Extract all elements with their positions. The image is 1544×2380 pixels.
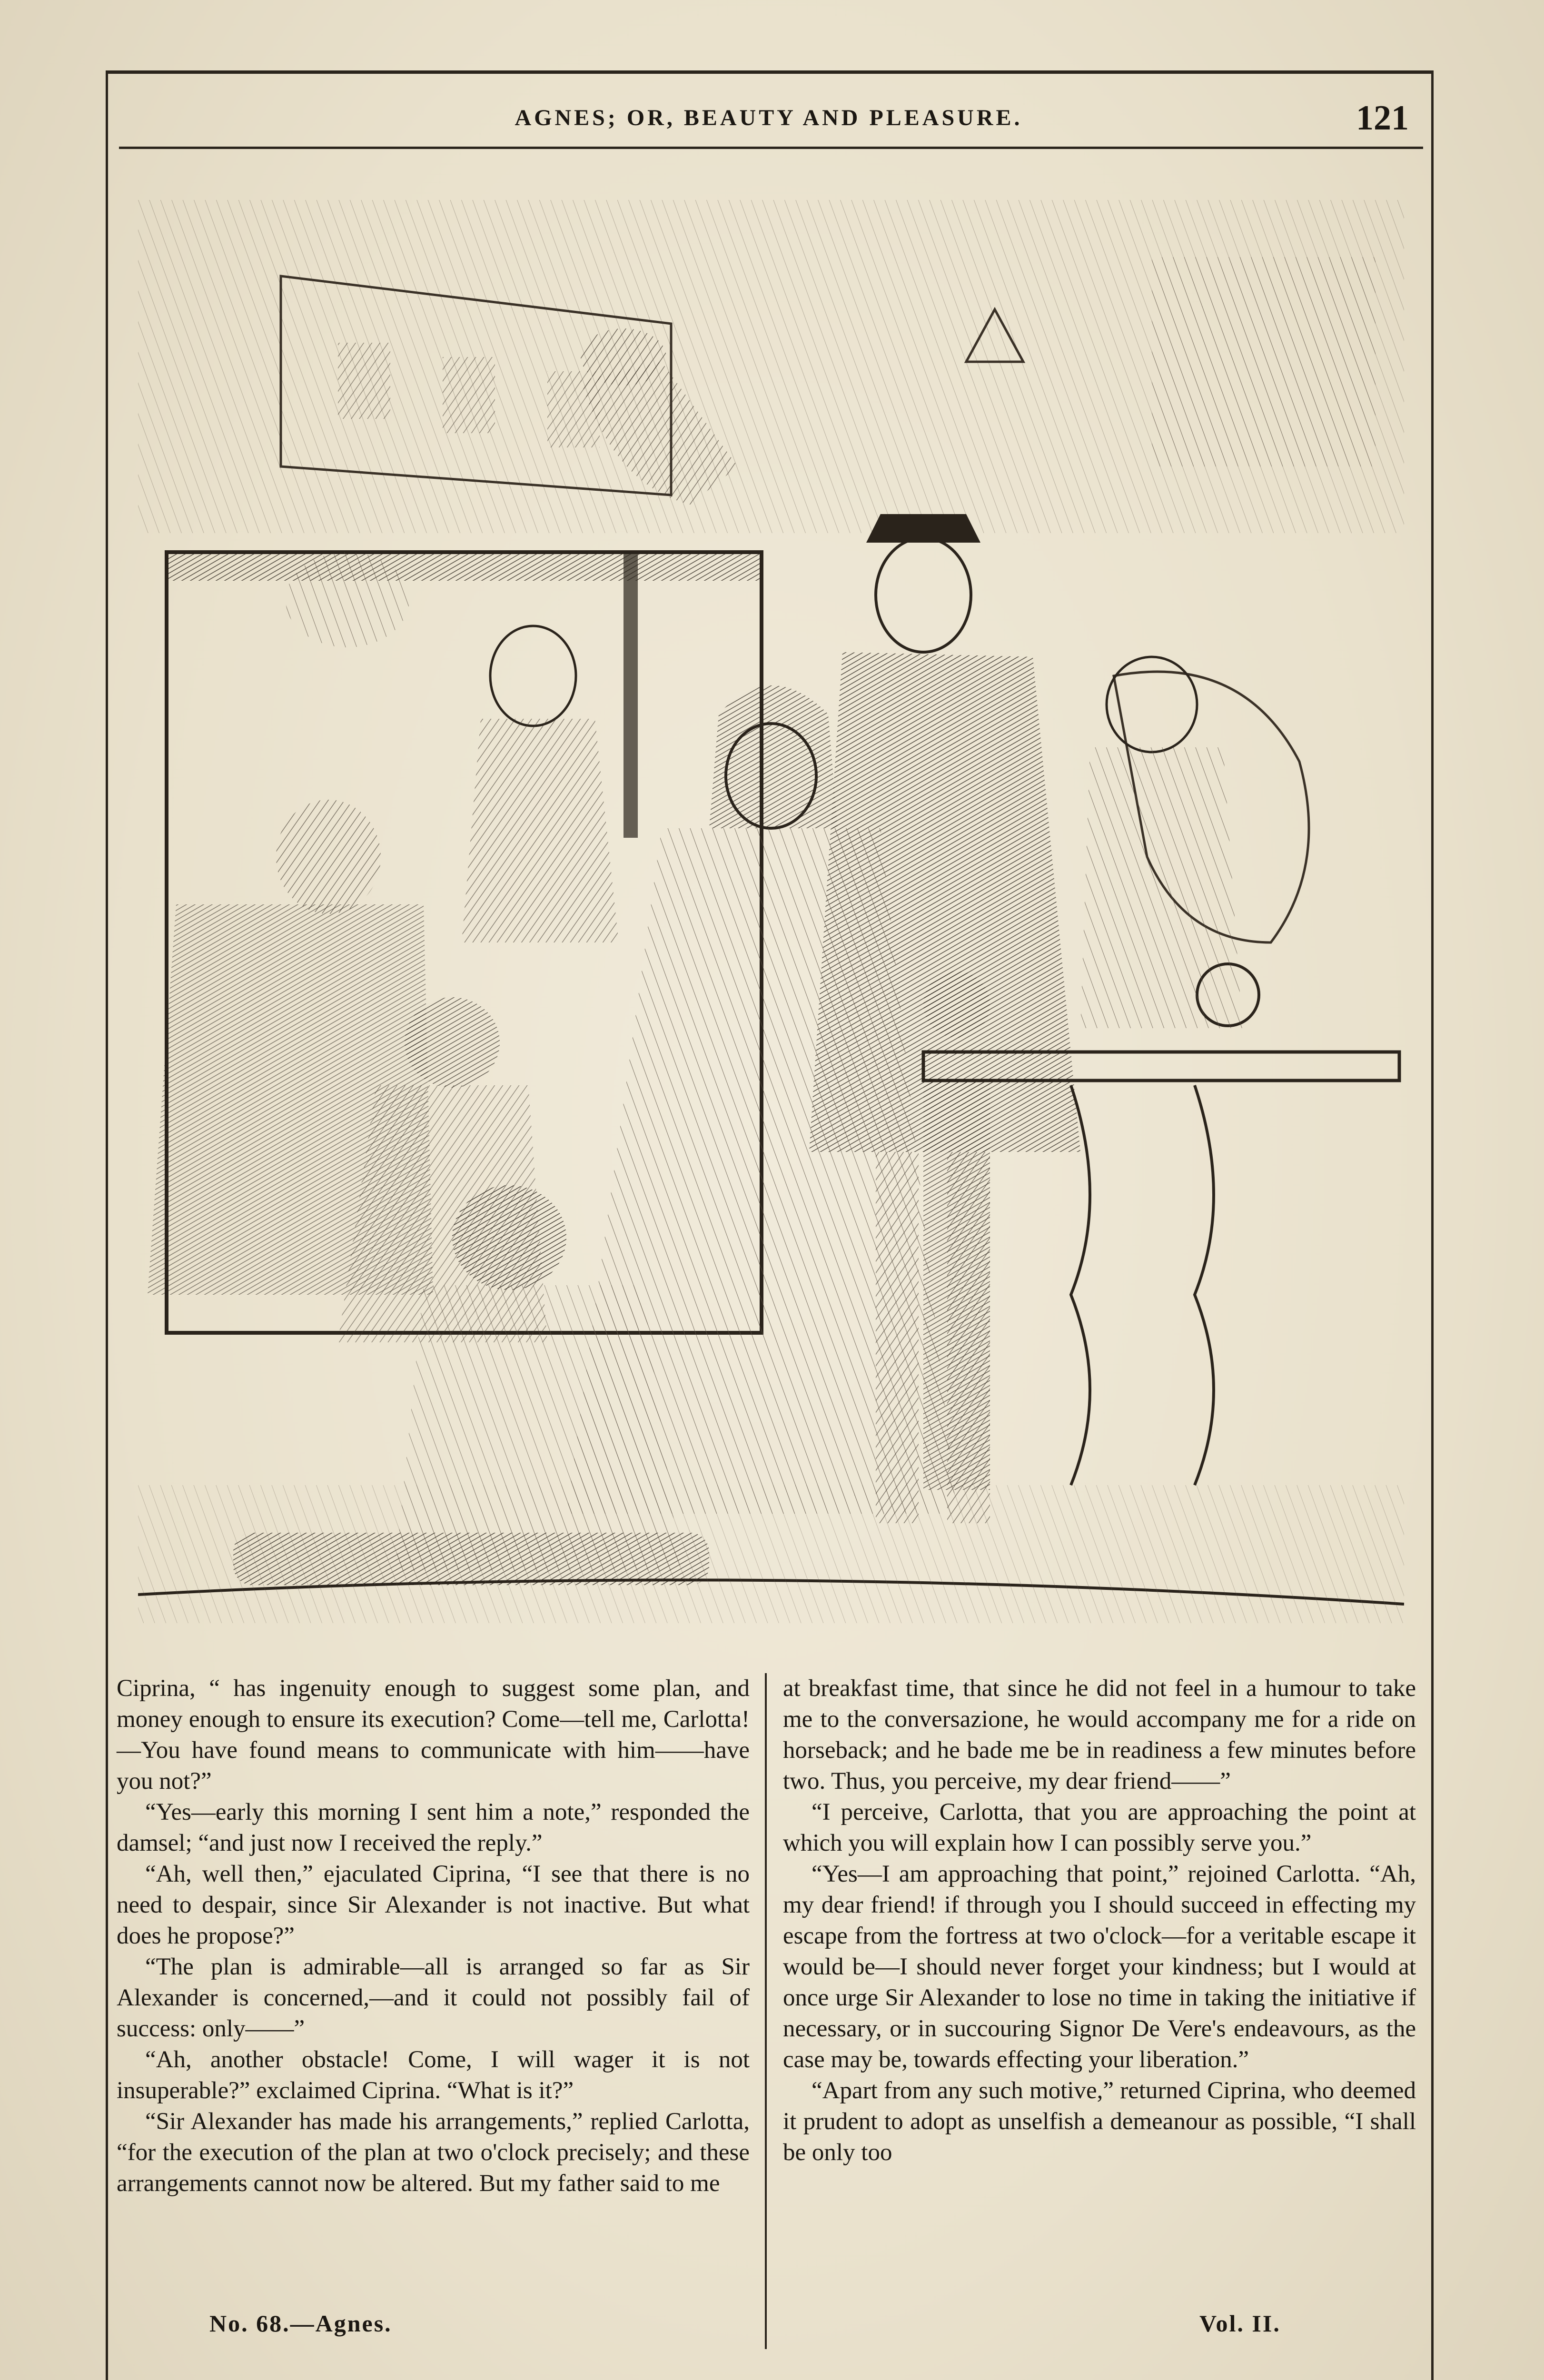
paragraph: “Yes—I am approaching that point,” rejoined Carlotta. “Ah, my dear friend! if through you I should succeed in effecting my escape from the fortress at two o'clock—for a veritable escape it would be—I should never forget your kindness; but I would at once urge Sir Alexander to lose no time in taking the initiative if necessary, or in succouring Signor De Vere's endeavours, as the case may be, towards effecting your liberation.” <box>783 1861 1416 2073</box>
column-divider <box>765 1673 767 2349</box>
paragraph: Ciprina, “ has ingenuity enough to suggest some plan, and money enough to ensure its execution? Come—tell me, Carlotta!—You have found means to communicate with him——have you not?” <box>117 1675 750 1795</box>
running-title: AGNES; OR, BEAUTY AND PLEASURE. <box>515 105 1023 130</box>
paragraph: “The plan is admirable—all is arranged so far as Sir Alexander is concerned,—and it could not possibly fail of success: only——” <box>117 1954 750 2042</box>
paragraph: “Sir Alexander has made his arrangements,” replied Carlotta, “for the execution of the plan at two o'clock precisely; and these arrangements cannot now be altered. But my father said to me <box>117 2108 750 2197</box>
header-rule <box>119 147 1423 149</box>
paragraph: “Yes—early this morning I sent him a note,” responded the damsel; “and just now I received the reply.” <box>117 1799 750 1856</box>
text-column-left <box>117 1673 750 2199</box>
issue-number: No. 68.—Agnes. <box>209 2310 392 2337</box>
paragraph: “Ah, well then,” ejaculated Ciprina, “I see that there is no need to despair, since Sir Alexander is not inactive. But what does he propose?” <box>117 1861 750 1949</box>
engraving-illustration <box>138 200 1404 1623</box>
page-number: 121 <box>1356 99 1409 138</box>
paragraph: “Ah, another obstacle! Come, I will wager it is not insuperable?” exclaimed Ciprina. “What is it?” <box>117 2046 750 2104</box>
paragraph: “I perceive, Carlotta, that you are approaching the point at which you will explain how I can possibly serve you.” <box>783 1799 1416 1856</box>
paragraph: “Apart from any such motive,” returned Ciprina, who deemed it prudent to adopt as unselfish a demeanour as possible, “I shall be only too <box>783 2077 1416 2166</box>
two-column-text <box>117 1673 1428 2349</box>
running-header <box>119 95 1418 148</box>
paragraph: at breakfast time, that since he did not feel in a humour to take me to the conversazione, he would accompany me for a ride on horseback; and he bade me be in readiness a few minutes before two. Thus, you perceive, my dear friend——” <box>783 1675 1416 1795</box>
text-column-right <box>783 1673 1416 2168</box>
volume-label: Vol. II. <box>1199 2310 1281 2337</box>
